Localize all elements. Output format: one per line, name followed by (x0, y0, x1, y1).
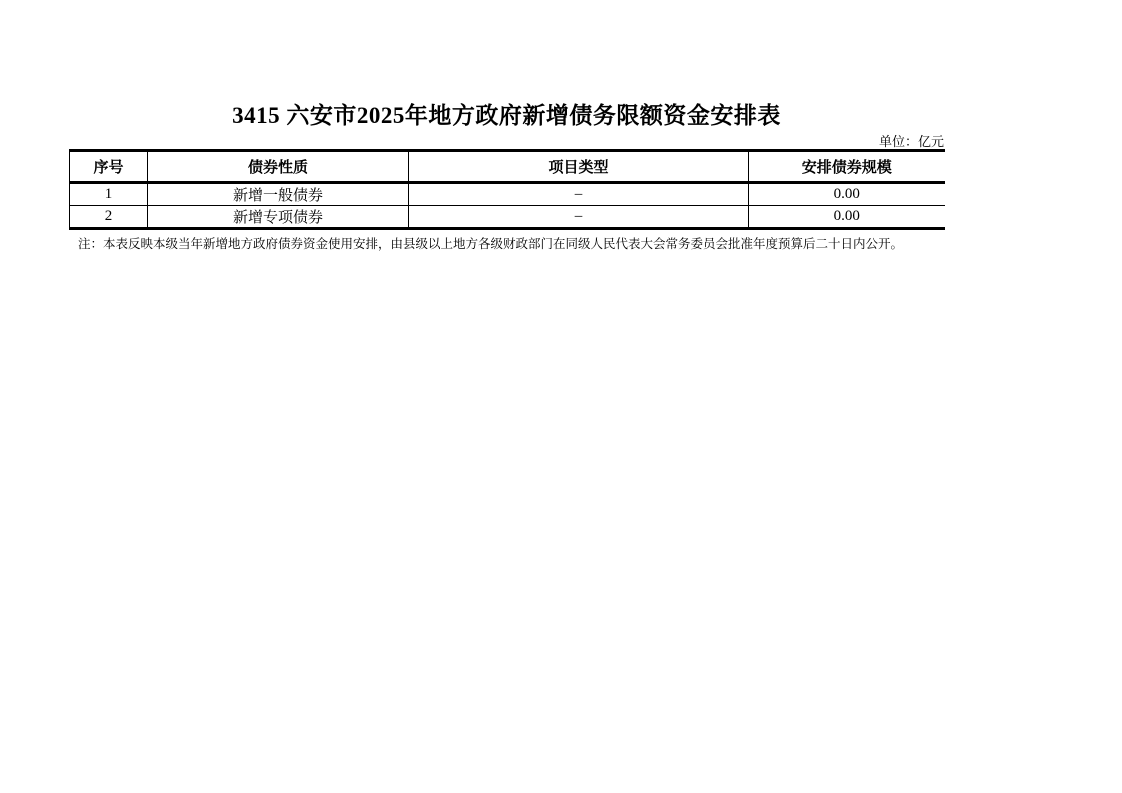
cell-seq: 1 (70, 183, 148, 206)
table-header-row (70, 151, 945, 183)
cell-project-type: – (409, 183, 749, 206)
bond-arrangement-table (69, 149, 945, 230)
footnote: 注：本表反映本级当年新增地方政府债券资金使用安排，由县级以上地方各级财政部门在同级人民代表大会常务委员会批准年度预算后二十日内公开。 (78, 237, 904, 251)
cell-project-type: – (409, 206, 749, 229)
header-seq: 序号 (70, 151, 148, 183)
header-project-type: 项目类型 (409, 151, 749, 183)
header-scale: 安排债券规模 (749, 151, 945, 183)
cell-scale: 0.00 (749, 183, 945, 206)
cell-bond-type: 新增一般债券 (148, 183, 409, 206)
page-title: 3415 六安市2025年地方政府新增债务限额资金安排表 (232, 103, 781, 128)
cell-scale: 0.00 (749, 206, 945, 229)
cell-bond-type: 新增专项债券 (148, 206, 409, 229)
table-row (70, 183, 945, 206)
table-row (70, 206, 945, 229)
header-bond-type: 债券性质 (148, 151, 409, 183)
cell-seq: 2 (70, 206, 148, 229)
unit-label: 单位：亿元 (878, 134, 944, 149)
